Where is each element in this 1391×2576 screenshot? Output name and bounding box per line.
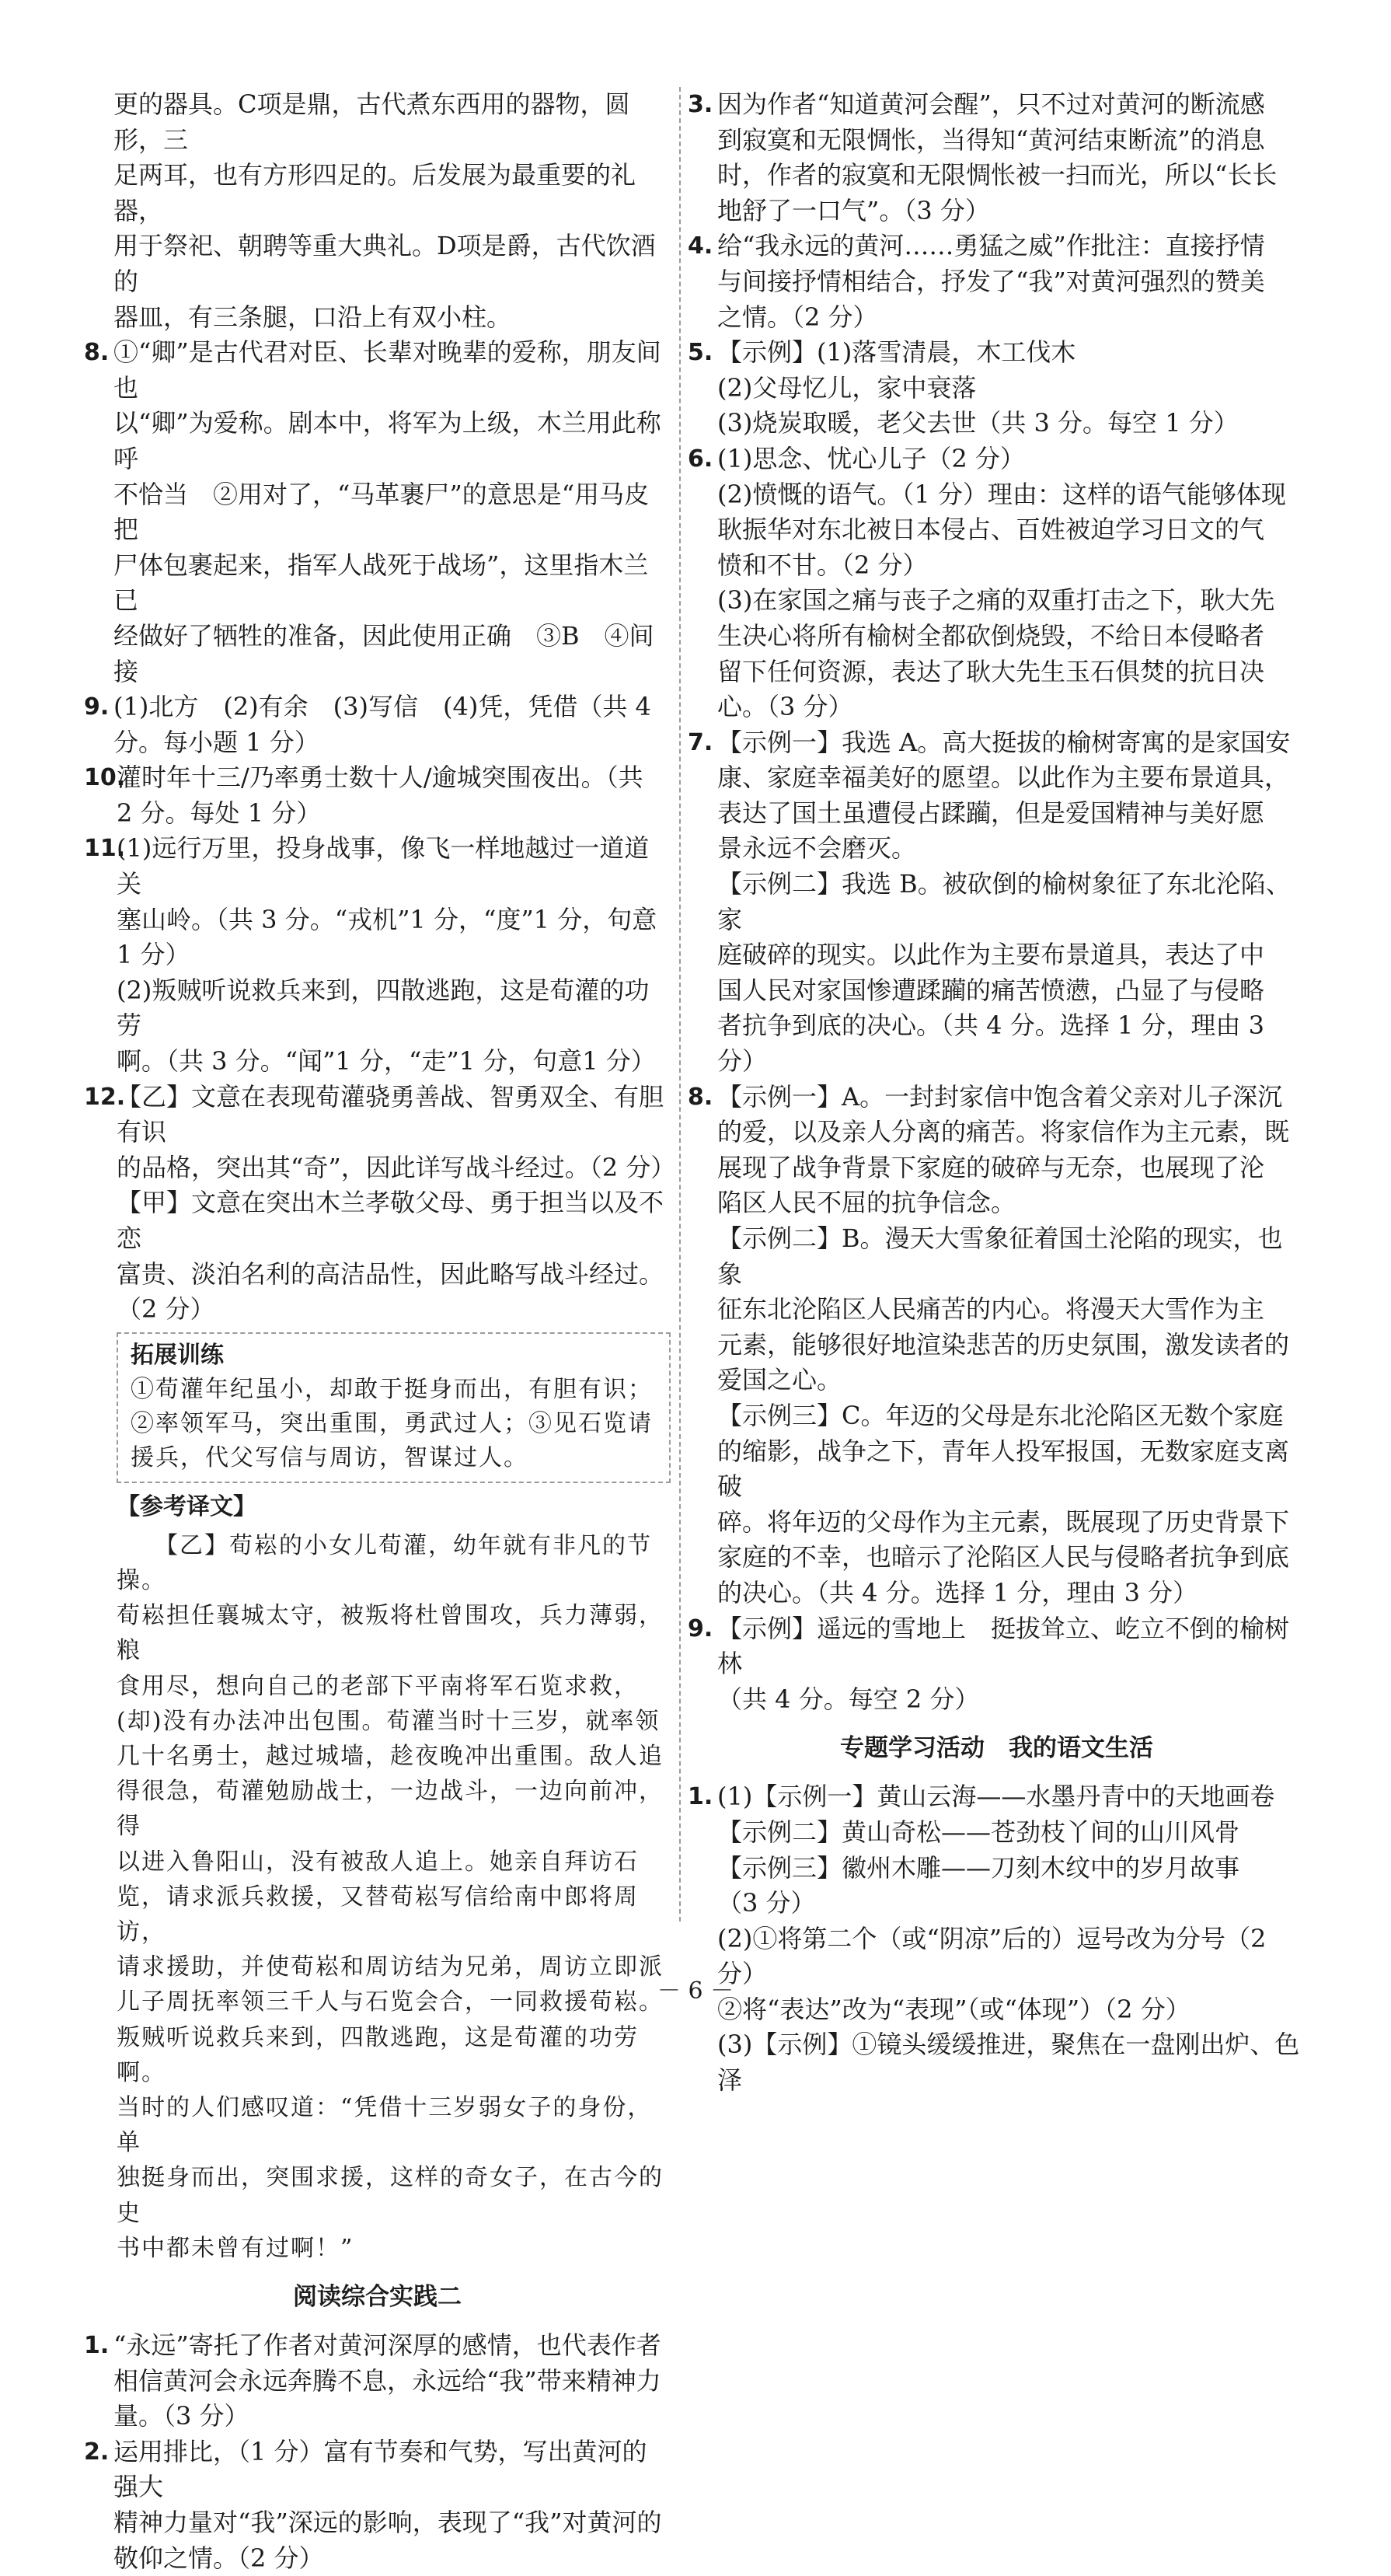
answer-6 [688, 442, 1306, 725]
answer-10 [84, 760, 671, 831]
text-line: 精神力量对“我”深远的影响，表现了“我”对黄河的 [113, 2508, 662, 2538]
answer-s3-1 [688, 1779, 1306, 2098]
text-line: （2 分） [117, 1294, 215, 1325]
question-number: 4. [688, 232, 713, 260]
text-line: 与间接抒情相结合，抒发了“我”对黄河强烈的赞美 [717, 266, 1265, 296]
text-line: ②将“表达”改为“表现”（或“体现”）（2 分） [717, 1994, 1191, 2024]
text-line: 富贵、淡泊名利的高洁品性，因此略写战斗经过。 [117, 1258, 664, 1289]
answer-9 [84, 689, 671, 760]
question-number: 1. [688, 1783, 713, 1811]
text-line: (1)北方 (2)有余 (3)写信 (4)凭，凭借（共 4 [113, 692, 651, 722]
text-line: 【甲】文意在突出木兰孝敬父母、勇于担当以及不恋 [117, 1188, 664, 1253]
text-line: 【示例二】B。漫天大雪象征着国土沦陷的现实，也象 [717, 1223, 1283, 1289]
text-line: 【示例一】我选 A。高大挺拔的榆树寄寓的是家国安 [717, 727, 1291, 757]
text-line: 陷区人民不屈的抗争信念。 [717, 1188, 1016, 1218]
text-line: 【示例】(1)落雪清晨，木工伐木 [717, 337, 1076, 368]
text-line: 尸体包裹起来，指军人战死于战场”，这里指木兰已 [113, 550, 649, 616]
text-line: 愤和不甘。（2 分） [717, 550, 928, 580]
text-line: 书中都未曾有过啊！” [117, 2234, 354, 2262]
text-line: 的品格，突出其“奇”，因此详写战斗经过。（2 分） [117, 1152, 676, 1182]
text-line: (1)思念、忧心儿子（2 分） [717, 443, 1025, 473]
text-line: 者抗争到底的决心。（共 4 分。选择 1 分，理由 3 分） [717, 1011, 1273, 1077]
text-line: 【示例二】我选 B。被砍倒的榆树象征了东北沦陷、家 [717, 869, 1291, 934]
text-line: 之情。（2 分） [717, 302, 878, 332]
question-number: 1. [84, 2332, 110, 2360]
text-line: 叛贼听说救兵来到，四散逃跑，这是荀灌的功劳啊。 [117, 2023, 639, 2086]
answer-8 [84, 335, 671, 689]
text-line: 以“卿”为爱称。剧本中，将军为上级，木兰用此称呼 [113, 408, 661, 473]
question-number: 11. [84, 835, 126, 863]
text-line: 【乙】荀崧的小女儿荀灌，幼年就有非凡的节操。 [117, 1531, 652, 1594]
reference-translation [84, 1528, 671, 2266]
question-number: 9. [688, 1614, 713, 1642]
text-line: 览，请求派兵救援，又替荀崧写信给南中郎将周访， [117, 1883, 639, 1946]
text-line: 景永远不会磨灭。 [717, 833, 917, 864]
text-line: 生决心将所有榆树全都砍倒烧毁，不给日本侵略者 [717, 620, 1265, 651]
text-line: ①荀灌年纪虽小，却敢于挺身而出，有胆有识； [131, 1375, 653, 1403]
text-line: 【示例一】A。一封封家信中饱含着父亲对儿子深沉 [717, 1081, 1283, 1112]
section-title: 专题学习活动 我的语文生活 [840, 1734, 1153, 1763]
text-line: 康、家庭幸福美好的愿望。以此作为主要布景道具， [717, 763, 1290, 793]
column-divider [679, 87, 681, 1922]
text-line: 分。每小题 1 分） [113, 727, 319, 757]
text-line: 食用尽，想向自己的老部下平南将军石览求救， [117, 1672, 639, 1700]
text-line: 留下任何资源，表达了耿大先生玉石俱焚的抗日决 [717, 656, 1265, 686]
text-line: 经做好了牺牲的准备，因此使用正确 ③B ④间接 [113, 620, 654, 686]
question-number: 2. [84, 2438, 110, 2466]
text-line: 更的器具。C项是鼎，古代煮东西用的器物，圆形，三 [113, 89, 630, 155]
text-line: 不恰当 ②用对了，“马革裹尸”的意思是“用马皮把 [113, 479, 650, 545]
text-line: (却)没有办法冲出包围。荀灌当时十三岁，就率领 [117, 1707, 661, 1735]
text-line: 足两耳，也有方形四足的。后发展为最重要的礼器， [113, 160, 636, 225]
text-line: 运用排比，（1 分）富有节奏和气势，写出黄河的强大 [113, 2436, 647, 2502]
text-line: （共 4 分。每空 2 分） [717, 1684, 980, 1714]
text-line: (2)愤慨的语气。（1 分）理由：这样的语气能够体现 [717, 479, 1286, 509]
answer-8-right [688, 1080, 1306, 1611]
text-line: 相信黄河会永远奔腾不息，永远给“我”带来精神力 [113, 2365, 661, 2396]
text-line: 的爱，以及亲人分离的痛苦。将家信作为主元素，既 [717, 1117, 1290, 1147]
text-line: 【示例三】徽州木雕——刀刻木纹中的岁月故事 [717, 1852, 1240, 1883]
text-line: (3)烧炭取暖，老父去世（共 3 分。每空 1 分） [717, 408, 1239, 438]
extension-training-box [117, 1332, 671, 1483]
text-line: (2)父母忆儿，家中衰落 [717, 372, 977, 403]
text-line: 庭破碎的现实。以此作为主要布景道具，表达了中 [717, 940, 1265, 970]
text-line: 心。（3 分） [717, 692, 853, 722]
answer-3 [688, 87, 1306, 229]
extension-title: 拓展训练 [131, 1341, 224, 1369]
answer-7 [688, 725, 1306, 1080]
text-line: ①“卿”是古代君对臣、长辈对晚辈的爱称，朋友间也 [113, 337, 661, 403]
text-line: 国人民对家国惨遭蹂躏的痛苦愤懑，凸显了与侵略 [717, 975, 1265, 1005]
text-line: 荀崧担任襄城太守，被叛将杜曾围攻，兵力薄弱，粮 [117, 1602, 664, 1665]
text-line: 爱国之心。 [717, 1365, 842, 1395]
text-line: 给“我永远的黄河……勇猛之威”作批注：直接抒情 [717, 231, 1265, 261]
text-line: (3)在家国之痛与丧子之痛的双重打击之下，耿大先 [717, 585, 1275, 616]
text-line: 当时的人们感叹道：“凭借十三岁弱女子的身份，单 [117, 2094, 653, 2157]
text-line: 元素，能够很好地渲染悲苦的历史氛围，激发读者的 [717, 1329, 1290, 1360]
text-line: 因为作者“知道黄河会醒”，只不过对黄河的断流感 [717, 89, 1265, 119]
text-line: 灌时年十三/乃率勇士数十人/逾城突围夜出。（共 [117, 763, 643, 793]
text-line: (3)【示例】①镜头缓缓推进，聚焦在一盘刚出炉、色泽 [717, 2030, 1300, 2096]
text-line: 时，作者的寂寞和无限惆怅被一扫而光，所以“长长 [717, 160, 1278, 190]
text-line: 耿振华对东北被日本侵占、百姓被迫学习日文的气 [717, 515, 1265, 545]
text-line: 啊。（共 3 分。“闻”1 分，“走”1 分，句意1 分） [117, 1046, 656, 1077]
question-number: 7. [688, 728, 713, 756]
left-column [84, 87, 676, 2576]
question-number: 8. [84, 339, 110, 367]
right-column [688, 87, 1306, 2099]
answer-12 [84, 1080, 676, 1328]
answer-4 [688, 229, 1306, 335]
text-line: 到寂寞和无限惆怅，当得知“黄河结束断流”的消息 [717, 124, 1265, 155]
text-line: “永远”寄托了作者对黄河深厚的感情，也代表作者 [113, 2330, 661, 2361]
answer-s2-1 [84, 2328, 671, 2435]
text-line: 独挺身而出，突围求援，这样的奇女子，在古今的史 [117, 2164, 664, 2227]
question-number: 10. [84, 764, 126, 792]
text-line: 1 分） [117, 940, 190, 970]
text-line: (2)①将第二个（或“阴凉”后的）逗号改为分号（2 分） [717, 1923, 1274, 1989]
text-line: 【乙】文意在表现荀灌骁勇善战、智勇双全、有胆有识 [117, 1081, 664, 1147]
section-title: 阅读综合实践二 [293, 2283, 462, 2312]
text-line: （3 分） [717, 1888, 816, 1918]
question-number: 5. [688, 339, 713, 367]
text-line: (1)【示例一】黄山云海——水墨丹青中的天地画卷 [717, 1782, 1275, 1812]
text-line: 地舒了一口气”。（3 分） [717, 195, 990, 225]
answer-9-right [688, 1611, 1306, 1718]
answer-s2-2 [84, 2435, 671, 2576]
text-line: ②率领军马，突出重围，勇武过人；③见石览请 [131, 1409, 653, 1437]
text-line: 几十名勇士，越过城墙，趁夜晚冲出重围。敌人追 [117, 1743, 664, 1770]
text-line: 征东北沦陷区人民痛苦的内心。将漫天大雪作为主 [717, 1294, 1265, 1325]
answer-5 [688, 335, 1306, 442]
text-line: 援兵，代父写信与周访，智谋过人。 [131, 1443, 528, 1471]
text-line: 得很急，荀灌勉励战士，一边战斗，一边向前冲，得 [117, 1778, 664, 1841]
text-line: 碎。将年迈的父母作为主元素，既展现了历史背景下 [717, 1506, 1290, 1537]
text-line: 【示例】遥远的雪地上 挺拔耸立、屹立不倒的榆树林 [717, 1613, 1290, 1679]
answer-11 [84, 831, 671, 1079]
page-number: － 6 － [657, 1977, 734, 2005]
text-line: 量。（3 分） [113, 2401, 249, 2431]
text-line: (1)远行万里，投身战事，像飞一样地越过一道道关 [117, 833, 650, 899]
text-line: 【示例二】黄山奇松——苍劲枝丫间的山川风骨 [717, 1817, 1240, 1847]
text-line: 的决心。（共 4 分。选择 1 分，理由 3 分） [717, 1577, 1198, 1607]
text-line: 请求援助，并使荀崧和周访结为兄弟，周访立即派 [117, 1953, 664, 1981]
question-number: 9. [84, 693, 110, 721]
text-line: 表达了国土虽遭侵占蹂躏，但是爱国精神与美好愿 [717, 798, 1265, 828]
text-line: 家庭的不幸，也暗示了沦陷区人民与侵略者抗争到底 [717, 1542, 1290, 1572]
question-number: 8. [688, 1083, 713, 1111]
text-line: 塞山岭。（共 3 分。“戎机”1 分，“度”1 分，句意 [117, 904, 657, 934]
text-line: 用于祭祀、朝聘等重大典礼。D项是爵，古代饮酒的 [113, 231, 656, 296]
text-line: 以进入鲁阳山，没有被敌人追上。她亲自拜访石 [117, 1848, 639, 1876]
question-number: 12. [84, 1083, 126, 1111]
text-line: 【示例三】C。年迈的父母是东北沦陷区无数个家庭 [717, 1400, 1284, 1430]
text-line: 展现了战争背景下家庭的破碎与无奈，也展现了沦 [717, 1152, 1265, 1182]
reference-translation-title: 【参考译文】 [117, 1492, 256, 1520]
question-number: 3. [688, 91, 713, 118]
text-line: 敬仰之情。（2 分） [113, 2543, 324, 2573]
continued-answer [84, 87, 671, 335]
text-line: 2 分。每处 1 分） [117, 798, 322, 828]
text-line: 器皿，有三条腿，口沿上有双小柱。 [113, 302, 512, 332]
text-line: (2)叛贼听说救兵来到，四散逃跑，这是荀灌的功劳 [117, 975, 650, 1041]
question-number: 6. [688, 445, 713, 473]
text-line: 儿子周抚率领三千人与石览会合，一同救援荀崧。 [117, 1988, 664, 2016]
text-line: 的缩影，战争之下，青年人投军报国，无数家庭支离破 [717, 1436, 1290, 1502]
